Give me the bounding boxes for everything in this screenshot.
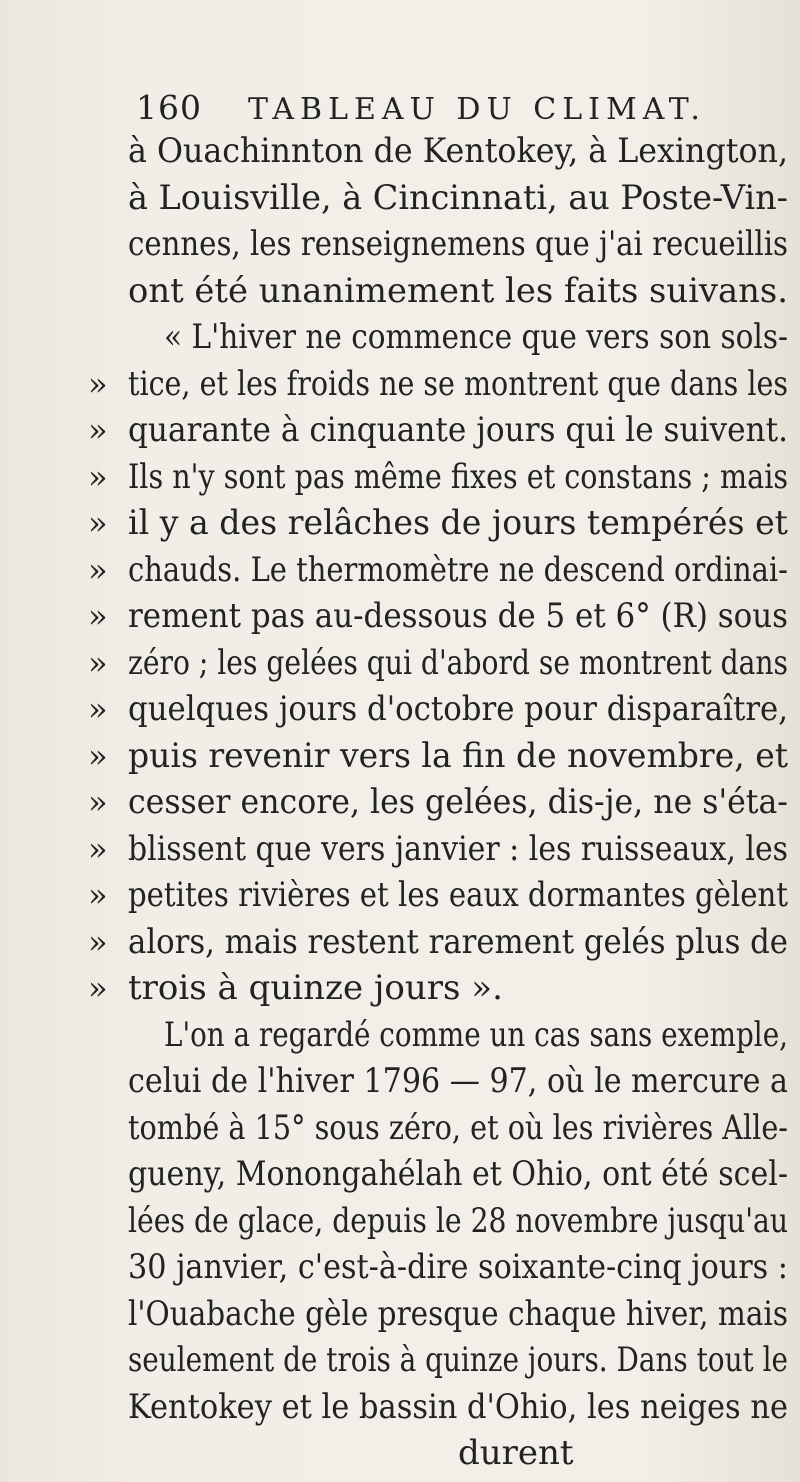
guillemet: » — [88, 969, 108, 1007]
guillemet: » — [88, 364, 108, 403]
quoted-line: » chauds. Le thermomètre ne descend ordinai- — [128, 547, 788, 594]
page-number: 160 — [136, 88, 202, 127]
guillemet: » — [88, 736, 108, 775]
guillemet: » — [88, 597, 108, 635]
quoted-line: » zéro ; les gelées qui d'abord se montrent dans — [128, 640, 788, 687]
text-line: 30 janvier, c'est-à-dire soixante-cinq jours : — [128, 1247, 788, 1287]
text-line: cennes, les renseignemens que j'ai recueillis — [128, 224, 788, 264]
body-text — [88, 128, 789, 1477]
guillemet: » — [88, 876, 108, 914]
text-line: à Louisville, à Cincinnati, au Poste-Vin- — [128, 177, 788, 218]
text-line: lées de glace, depuis le 28 novembre jusqu'au — [128, 1200, 789, 1241]
guillemet: » — [88, 504, 108, 542]
text-line: Kentokey et le bassin d'Ohio, les neiges ne — [128, 1386, 788, 1427]
quoted-line: » puis revenir vers la fin de novembre, et — [128, 733, 788, 780]
quoted-line: » trois à quinze jours ». — [128, 965, 788, 1012]
guillemet: » — [88, 690, 108, 728]
running-header — [136, 88, 706, 127]
guillemet: » — [88, 457, 108, 496]
text-line: ont été unanimement les faits suivans. — [128, 270, 788, 311]
quoted-line: » rement pas au-dessous de 5 et 6° (R) sous — [128, 593, 788, 640]
quoted-line: » Ils n'y sont pas même fixes et constans ; mais — [128, 454, 788, 501]
paragraph-opening-line: L'on a regardé comme un cas sans exemple, — [164, 1014, 788, 1055]
quoted-line: » quelques jours d'octobre pour disparaître, — [128, 686, 788, 733]
running-title: TABLEAU DU CLIMAT. — [248, 92, 706, 127]
text-line: seulement de trois à quinze jours. Dans tout le — [128, 1340, 788, 1380]
quoted-line: » cesser encore, les gelées, dis-je, ne s'éta- — [128, 779, 788, 826]
quoted-line: » il y a des relâches de jours tempérés et — [128, 500, 788, 547]
quoted-line: » blissent que vers janvier : les ruisseaux, les — [128, 826, 788, 873]
quoted-line: » quarante à cinquante jours qui le suivent. — [128, 407, 788, 454]
guillemet: » — [88, 922, 108, 961]
quoted-line: » petites rivières et les eaux dormantes gèlent — [128, 872, 788, 919]
guillemet: » — [88, 643, 108, 682]
quoted-line: » tice, et les froids ne se montrent que dans les — [128, 361, 788, 408]
quote-opening-line: « L'hiver ne commence que vers son sols- — [164, 317, 788, 357]
quoted-line: » alors, mais restent rarement gelés plus de — [128, 919, 788, 966]
text-line: l'Ouabache gèle presque chaque hiver, mais — [128, 1293, 789, 1334]
guillemet: » — [88, 550, 108, 589]
text-line: celui de l'hiver 1796 — 97, où le mercure a — [128, 1061, 789, 1101]
text-line: tombé à 15° sous zéro, et où les rivières Alle- — [128, 1107, 789, 1148]
guillemet: » — [88, 783, 108, 821]
guillemet: » — [88, 411, 108, 449]
catchword: durent — [458, 1433, 574, 1473]
guillemet: » — [88, 829, 108, 868]
text-line: gueny, Monongahélah et Ohio, ont été scel- — [128, 1154, 789, 1194]
text-line: à Ouachinnton de Kentokey, à Lexington, — [128, 131, 789, 171]
